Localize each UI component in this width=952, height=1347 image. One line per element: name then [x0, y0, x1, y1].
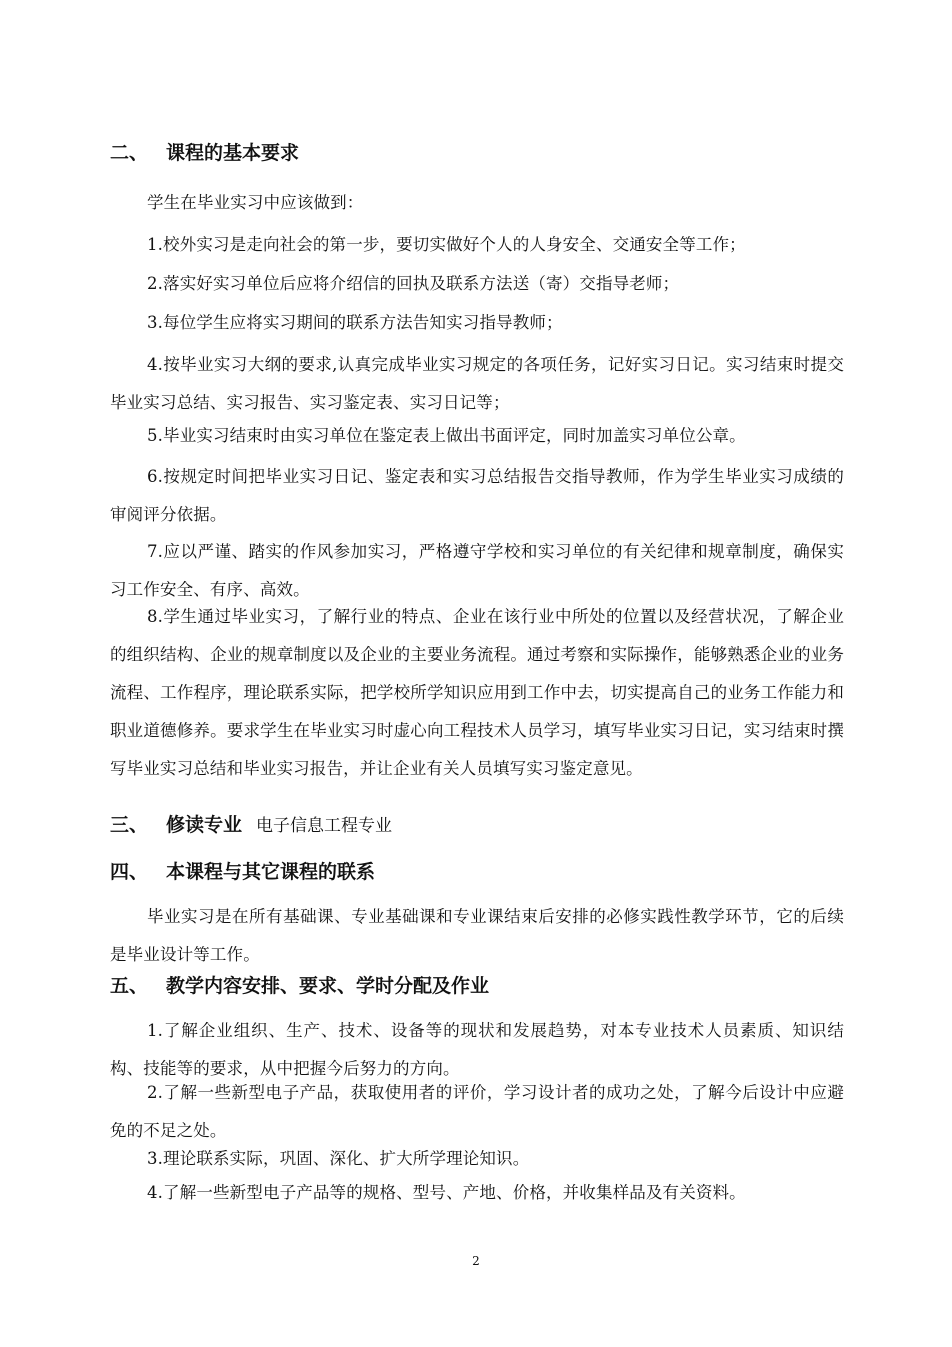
section-4-title: 本课程与其它课程的联系 [166, 861, 376, 883]
content-item-4: 4.了解一些新型电子产品等的规格、型号、产地、价格，并收集样品及有关资料。 [147, 1183, 746, 1202]
requirement-item-2: 2.落实好实习单位后应将介绍信的回执及联系方法送（寄）交指导老师； [147, 274, 680, 293]
content-item-1: 1.了解企业组织、生产、技术、设备等的现状和发展趋势，对本专业技术人员素质、知识结构、技能等的要求，从中把握今后努力的方向。 [110, 1021, 844, 1078]
requirement-item-7: 7.应以严谨、踏实的作风参加实习，严格遵守学校和实习单位的有关纪律和规章制度，确保实习工作安全、有序、高效。 [110, 542, 844, 599]
requirement-item-1: 1.校外实习是走向社会的第一步，要切实做好个人的人身安全、交通安全等工作； [147, 235, 746, 254]
section-4-heading [110, 860, 375, 884]
section-5-title: 教学内容安排、要求、学时分配及作业 [166, 975, 490, 997]
section-2-number: 二、 [110, 142, 149, 164]
section-3-heading [110, 813, 392, 838]
section-5-heading [110, 974, 489, 998]
content-item-3: 3.理论联系实际，巩固、深化、扩大所学理论知识。 [147, 1149, 530, 1168]
section-4-body: 毕业实习是在所有基础课、专业基础课和专业课结束后安排的必修实践性教学环节，它的后续是毕业设计等工作。 [110, 907, 844, 964]
section-5-number: 五、 [110, 975, 149, 997]
page-number: 2 [472, 1254, 480, 1268]
section-2-intro: 学生在毕业实习中应该做到： [147, 193, 364, 212]
section-3-title: 修读专业 [166, 814, 243, 836]
requirement-item-6: 6.按规定时间把毕业实习日记、鉴定表和实习总结报告交指导教师，作为学生毕业实习成绩的审阅评分依据。 [110, 467, 844, 524]
requirement-item-8: 8.学生通过毕业实习，了解行业的特点、企业在该行业中所处的位置以及经营状况，了解企业的组织结构、企业的规章制度以及企业的主要业务流程。通过考察和实际操作，能够熟悉企业的业务流程、工作程序，理论联系实际，把学校所学知识应用到工作中去，切实提高自己的业务工作能力和职业道德修养。要求学生在毕业实习时虚心向工程技术人员学习，填写毕业实习日记，实习结束时撰写毕业实习总结和毕业实习报告，并让企业有关人员填写实习鉴定意见。 [110, 607, 844, 778]
requirement-item-5: 5.毕业实习结束时由实习单位在鉴定表上做出书面评定，同时加盖实习单位公章。 [147, 426, 746, 445]
section-4-number: 四、 [110, 861, 149, 883]
section-3-number: 三、 [110, 814, 149, 836]
requirement-item-3: 3.每位学生应将实习期间的联系方法告知实习指导教师； [147, 313, 563, 332]
section-2-title: 课程的基本要求 [166, 142, 300, 164]
section-3-value: 电子信息工程专业 [256, 816, 393, 836]
section-2-heading [110, 141, 299, 165]
requirement-item-4: 4.按毕业实习大纲的要求,认真完成毕业实习规定的各项任务，记好实习日记。实习结束时提交毕业实习总结、实习报告、实习鉴定表、实习日记等； [110, 355, 844, 412]
content-item-2: 2.了解一些新型电子产品，获取使用者的评价，学习设计者的成功之处，了解今后设计中应避免的不足之处。 [110, 1083, 844, 1140]
